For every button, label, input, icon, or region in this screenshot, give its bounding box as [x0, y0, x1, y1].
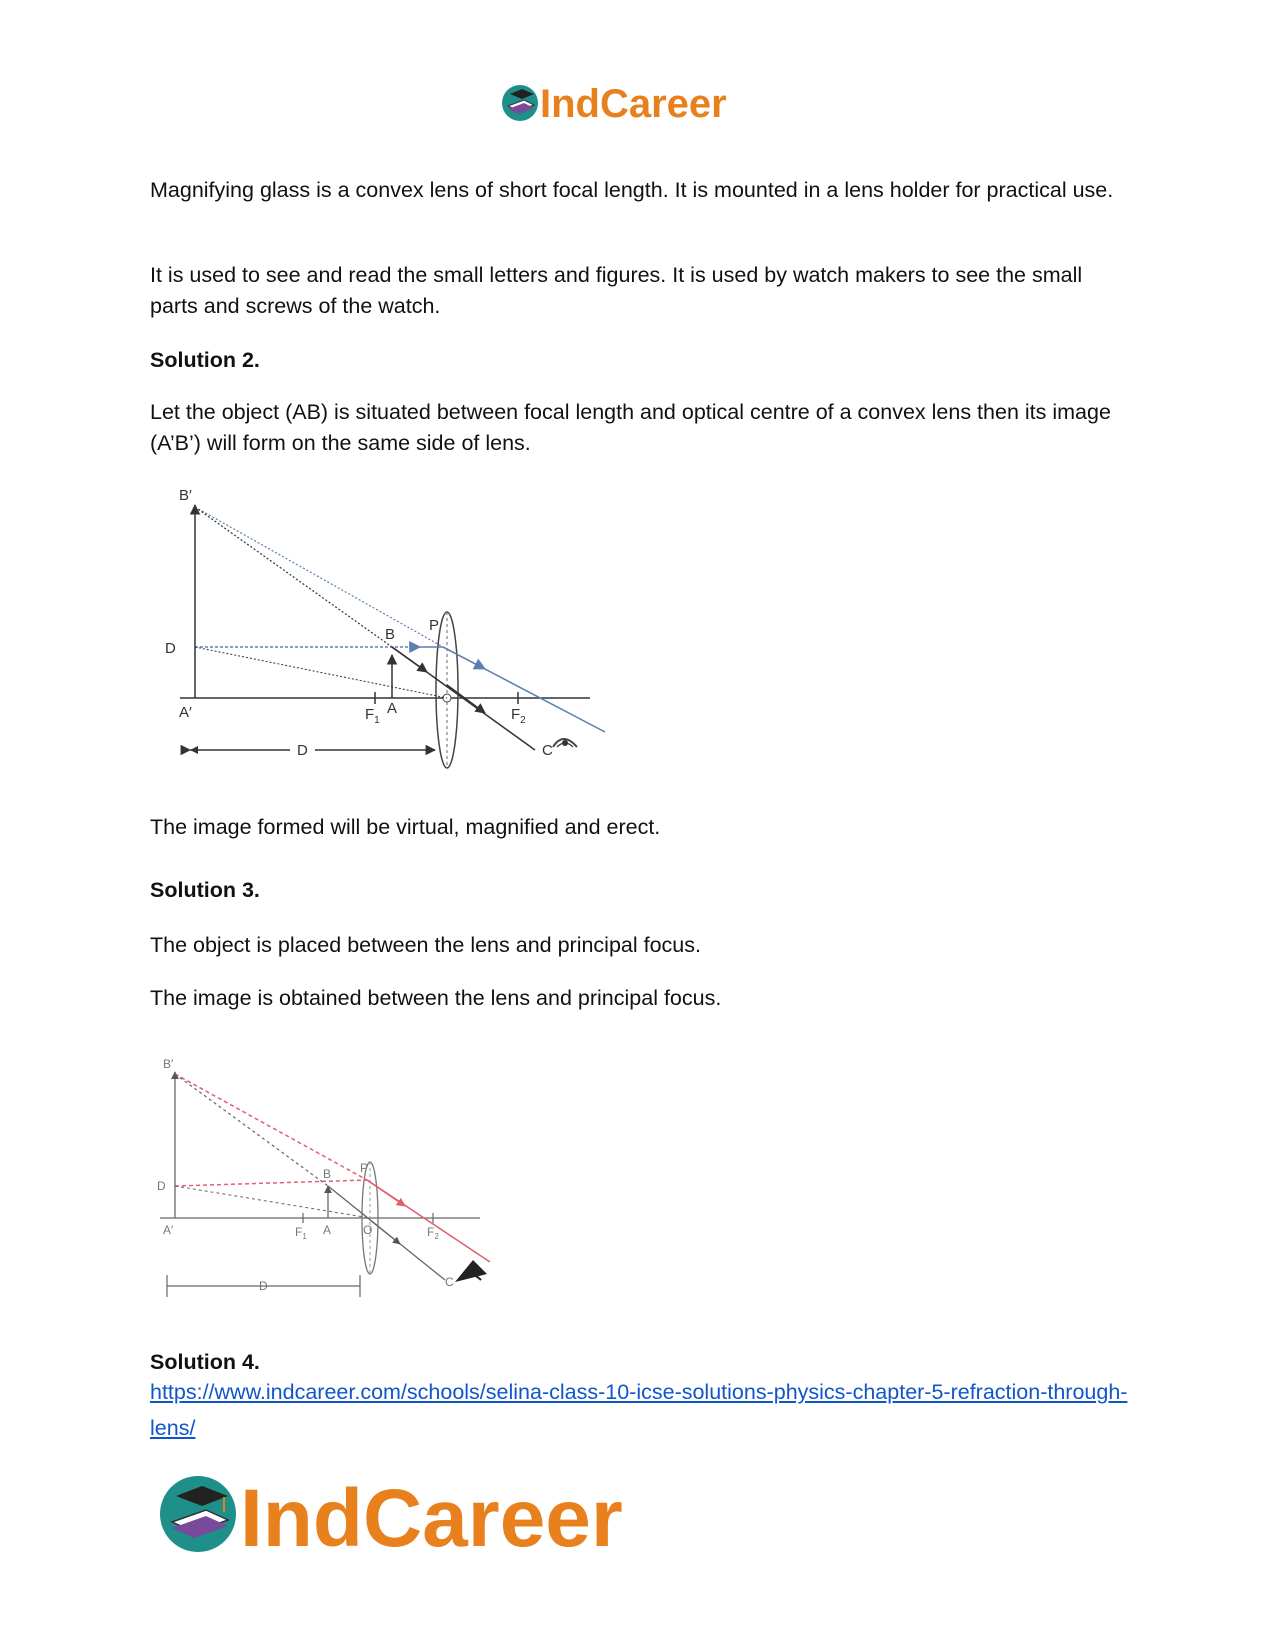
ray-extension-black [195, 507, 392, 647]
label-distance: D [297, 742, 308, 759]
label-f2: $F_2$ [427, 1225, 439, 1241]
paragraph-usage: It is used to see and read the small letters and figures. It is used by watch makers to see the small parts and screws of the watch. [150, 263, 1083, 318]
solution-4-heading: Solution 4. [150, 1350, 260, 1374]
label-a: A [323, 1223, 332, 1237]
label-b-prime: B′ [163, 1057, 174, 1071]
label-a-prime: A′ [179, 704, 192, 721]
paragraph-image-nature: The image formed will be virtual, magnified and erect. [150, 815, 661, 839]
label-p: P [360, 1161, 369, 1175]
solution-3-heading: Solution 3. [150, 878, 260, 902]
label-f2: $F_2$ [511, 706, 526, 726]
brand-name: IndCareer [240, 1473, 623, 1562]
label-a: A [387, 700, 398, 717]
label-f1: $F_1$ [365, 706, 380, 726]
label-d: D [165, 640, 176, 657]
label-d: D [157, 1179, 166, 1193]
label-f1: $F_1$ [295, 1225, 307, 1241]
ray-diagram-2 [155, 1050, 525, 1310]
logo-bottom [158, 1466, 698, 1562]
label-distance: D [259, 1279, 268, 1293]
label-b: B [323, 1167, 332, 1181]
ray-extension-blue [195, 507, 443, 647]
brand-name: IndCareer [540, 82, 727, 126]
label-p: P [429, 617, 440, 634]
indcareer-link[interactable]: https://www.indcareer.com/schools/selina-class-10-icse-solutions-physics-chapter-5-refraction-through-lens/ [150, 1380, 1128, 1440]
eye-icon [455, 1260, 487, 1282]
paragraph-image-obtained: The image is obtained between the lens and principal focus. [150, 986, 722, 1010]
graduation-cap-book-icon [502, 85, 538, 121]
graduation-cap-book-icon [160, 1476, 236, 1552]
ray-extension-red [175, 1074, 367, 1180]
label-c: C [542, 742, 553, 759]
paragraph-object-position: Let the object (AB) is situated between focal length and optical centre of a convex lens then its image (A’B’) will form on the same side of lens. [150, 400, 1111, 455]
label-c: C [445, 1275, 454, 1289]
eye-icon [553, 739, 577, 747]
logo-top [500, 78, 770, 128]
label-b: B [385, 626, 396, 643]
solution-2-heading: Solution 2. [150, 348, 260, 372]
paragraph-object-placement: The object is placed between the lens and principal focus. [150, 933, 701, 957]
label-o: O [363, 1223, 373, 1237]
ray-parallel [175, 1180, 367, 1186]
label-b-prime: B′ [179, 487, 192, 504]
label-a-prime: A′ [163, 1223, 174, 1237]
ray-diagram-1 [165, 485, 625, 785]
paragraph-magnifying-glass: Magnifying glass is a convex lens of short focal length. It is mounted in a lens holder for practical use. [150, 178, 1114, 202]
ray-extension-grey [175, 1074, 328, 1186]
